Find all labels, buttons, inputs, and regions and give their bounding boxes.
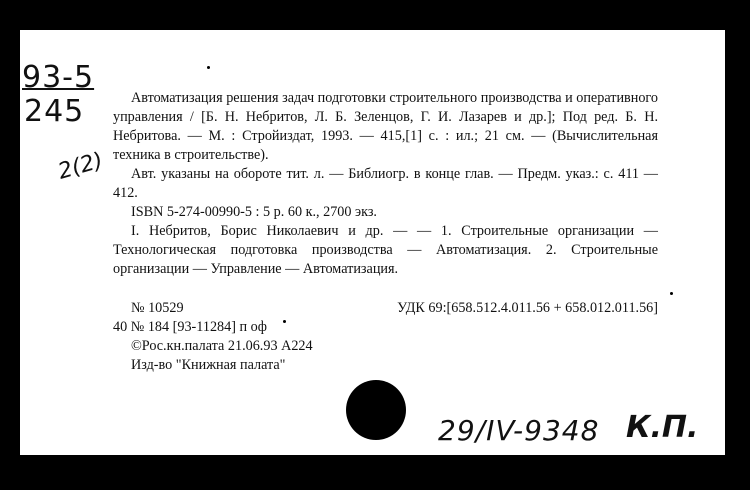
shelf-mark-bottom: 245 [24,94,85,129]
shelf-mark-top: 93-5 [22,60,95,95]
entry-chamber: ©Рос.кн.палата 21.06.93 А224 [131,338,313,354]
handwritten-side-note: 2(2) [55,148,106,185]
catalog-card [20,30,725,455]
entry-number: № 10529 [131,300,184,316]
speck [207,66,210,69]
ink-blot [346,380,406,440]
entry-description: Автоматизация решения задач подготовки строительного производства и оперативного управления / [Б. Н. Небритов, Л. Б. Зеленцов, Г. И. Лазарев и др.]; Под ред. Б. Н. Небритова. — М. : Стройиздат, 1993. — 415,[1] с. : ил.; 21 см. — (Вычислительная техника в строительстве). [113,90,658,163]
speck [283,320,286,323]
entry-publisher: Изд-во "Книжная палата" [131,357,286,373]
entry-number-row [113,299,658,318]
speck [670,292,673,295]
entry-notes: Авт. указаны на обороте тит. л. — Библиогр. в конце глав. — Предм. указ.: с. 411 — 412. [113,166,658,201]
handwritten-inventory-number: 29/IV-9348 [438,414,600,447]
entry-udk: УДК 69:[658.512.4.011.56 + 658.012.011.56] [397,300,658,316]
entry-tracings: I. Небритов, Борис Николаевич и др. — — 1. Строительные организации — Технологическая подготовка производства — Автоматизация. 2. Строительные организации — Управление — Автоматизация. [113,223,658,277]
handwritten-initials: К.П. [626,410,699,445]
bibliographic-entry [113,89,658,375]
entry-isbn: ISBN 5-274-00990-5 : 5 р. 60 к., 2700 экз. [131,204,377,220]
entry-order: 40 № 184 [93-11284] п оф [113,319,267,335]
